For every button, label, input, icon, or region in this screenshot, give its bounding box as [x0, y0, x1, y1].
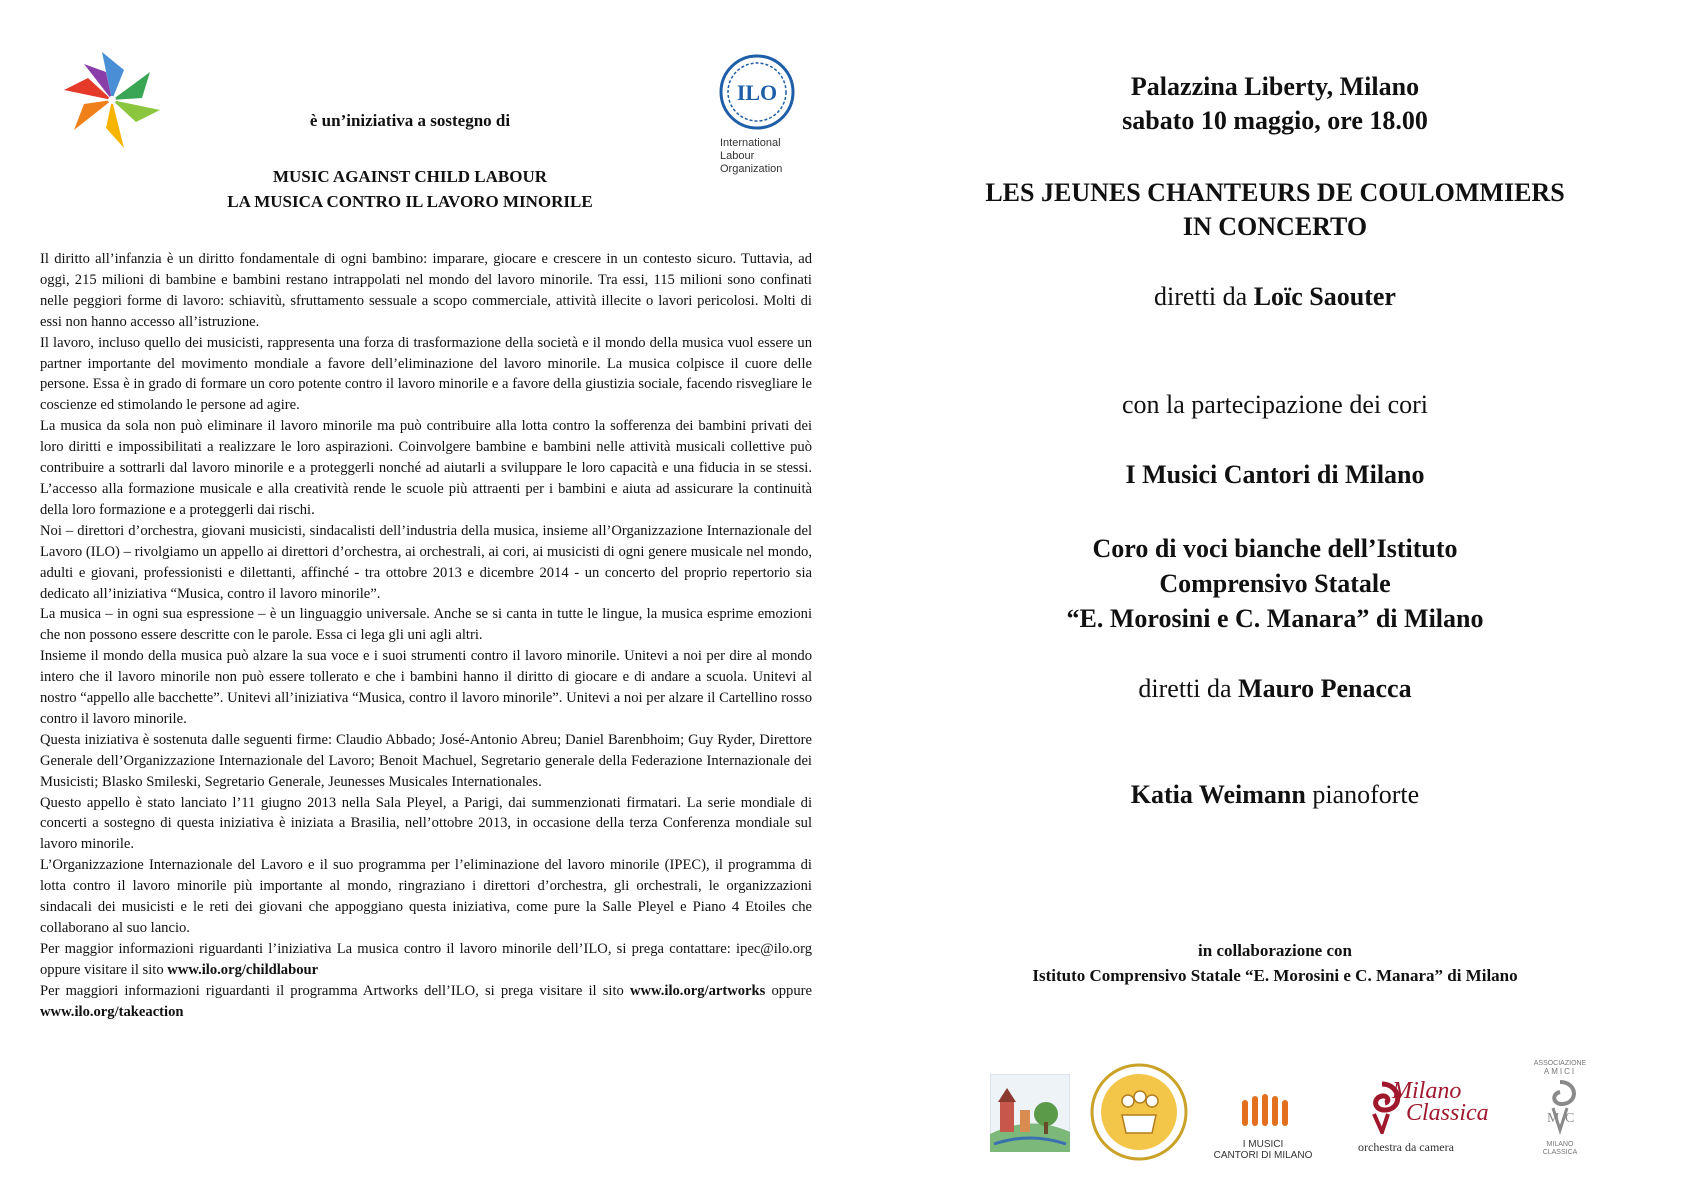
- body-paragraph-1: Il diritto all’infanzia è un diritto fondamentale di ogni bambino: imparare, giocare e crescere in un contesto sicuro. Tuttavia, ad oggi, 215 milioni di bambine e bambini restano intrappolati nel mondo del lavoro minorile. Tra essi, 115 milioni sono confinati nelle peggiori forme di lavoro: schiavitù, sfruttamento sessuale a scopo commerciale, attività illecite o lavori pericolosi. Molti di essi non hanno accesso all’istruzione.: [40, 251, 812, 330]
- musici-cantori-logo: [1208, 1094, 1318, 1161]
- artworks-link[interactable]: www.ilo.org/artworks: [629, 982, 766, 999]
- choir2-line1: Coro di voci bianche dell’Istituto: [1092, 534, 1458, 563]
- school-drawing-logo: [990, 1074, 1070, 1152]
- choir2-line2: Comprensivo Statale: [1159, 569, 1391, 598]
- amici-milano-classica-logo: [1532, 1060, 1588, 1160]
- info2-text: Per maggiori informazioni riguardanti il programma Artworks dell’ILO, si prega visitare il sito: [40, 982, 630, 999]
- info1-text: Per maggior informazioni riguardanti l’iniziativa La musica contro il lavoro minorile dell’ILO, si prega contattare: ipec@ilo.org oppure visitare il sito: [40, 940, 812, 978]
- amici-top-text: ASSOCIAZIONE: [1533, 1060, 1587, 1067]
- intro-line: è un’iniziativa a sostegno di: [309, 111, 511, 130]
- body-paragraph-2: Il lavoro, incluso quello dei musicisti, rappresenta una forza di trasformazione della società e il mondo della musica vuol essere un partner importante del movimento mondiale a favore dell’eliminazione del lavoro minorile. La musica colpisce il cuore delle persone. Essa è in grado di formare un coro potente contro il lavoro minorile e a favore della giustizia sociale, facendo risvegliare le coscienze ed stimolando le persone ad agire.: [40, 334, 812, 414]
- info-paragraph-1: [40, 939, 812, 981]
- choir1-name: I Musici Cantori di Milano: [1125, 460, 1425, 489]
- body-paragraph-4: Noi – direttori d’orchestra, giovani musicisti, sindacalisti dell’industria della musica, insieme all’Organizzazione Internazionale del Lavoro (ILO) – rivolgiamo un appello ai direttori d’orchestra, ai orchestrali, ai cori, ai musicisti di ogni genere musicale nel mondo, adulti e giovani, professionisti e dilettanti, affinché - tra ottobre 2013 e dicembre 2014 - un concerto del proprio repertorio sia dedicato all’iniziativa “Musica, contro il lavoro minorile”.: [40, 522, 812, 602]
- takeaction-link[interactable]: www.ilo.org/takeaction: [40, 1003, 184, 1020]
- milano-classica-subtitle: orchestra da camera: [1358, 1140, 1454, 1154]
- amici-bottom-text: MILANO CLASSICA: [1542, 1141, 1578, 1156]
- collab-line2: Istituto Comprensivo Statale “E. Morosini e C. Manara” di Milano: [1032, 966, 1518, 985]
- amici-mid-text: AMICI: [1543, 1067, 1577, 1076]
- body-paragraph-5: La musica – in ogni sua espressione – è un linguaggio universale. Anche se si canta in tutte le lingue, la musica esprime emozioni che non possono essere descritte con le parole. Essa ci lega gli uni agli altri.: [40, 606, 812, 644]
- director2-name: Mauro Penacca: [1238, 674, 1412, 703]
- amici-monogram-icon: [1535, 1076, 1585, 1136]
- ilo-text-line1: International: [720, 137, 781, 149]
- body-paragraph-8: Questo appello è stato lanciato l’11 giugno 2013 nella Sala Pleyel, a Parigi, dai summenzionati firmatari. La serie mondiale di concerti a sostegno di questa iniziativa è iniziata a Brasilia, nell’ottobre 2013, in occasione della terza Conferenza mondiale sul lavoro minorile.: [40, 794, 812, 853]
- venue: Palazzina Liberty, Milano: [1130, 72, 1420, 101]
- director1-line: [905, 282, 1645, 312]
- participation-line: con la partecipazione dei cori: [1121, 390, 1429, 419]
- collab-line1: in collaborazione con: [1198, 941, 1352, 960]
- directed-by-label-1: diretti da: [1154, 282, 1254, 311]
- event-date: sabato 10 maggio, ore 18.00: [1122, 106, 1428, 135]
- ilo-logo-text: [712, 137, 802, 176]
- body-paragraph-9: L’Organizzazione Internazionale del Lavoro e il suo programma per l’eliminazione del lavoro minorile (IPEC), il programma di lotta contro il lavoro minorile più importante al mondo, ringraziano i direttori d’orchestra, gli orchestrali, le organizzazioni sindacali dei musicisti e le reti dei giovani che appoggiano questa iniziativa, come pure la Salle Pleyel e Piano 4 Etoiles che collaborano al suo lancio.: [40, 857, 812, 936]
- campaign-title-line2: LA MUSICA CONTRO IL LAVORO MINORILE: [227, 192, 593, 211]
- musici-logo-line1: I MUSICI: [1242, 1139, 1284, 1150]
- body-text: [40, 249, 812, 1023]
- ilo-emblem-text: ILO: [736, 80, 778, 105]
- collaboration-block: [905, 938, 1645, 988]
- headline-line1: LES JEUNES CHANTEURS DE COULOMMIERS: [985, 178, 1565, 207]
- svg-text:C: C: [1565, 1111, 1575, 1126]
- headline: [905, 176, 1645, 244]
- campaign-title-line1: MUSIC AGAINST CHILD LABOUR: [272, 167, 548, 186]
- musici-logo-line2: CANTORI DI MILANO: [1213, 1150, 1313, 1161]
- pianist-line: [905, 780, 1645, 810]
- pianist-role: pianoforte: [1305, 780, 1420, 809]
- venue-block: [905, 70, 1645, 138]
- childlabour-link[interactable]: www.ilo.org/childlabour: [167, 961, 319, 978]
- ilo-logo: [712, 52, 802, 182]
- ilo-text-line3: Organization: [720, 163, 783, 175]
- campaign-title: [150, 164, 670, 214]
- directed-by-label-2: diretti da: [1138, 674, 1239, 703]
- ilo-text-line2: Labour: [720, 150, 755, 162]
- body-paragraph-3: La musica da sola non può eliminare il lavoro minorile ma può contribuire alla lotta contro la sofferenza dei bambini privati dei loro diritti e impossibilitati a realizzare le loro aspirazioni. Coinvolgere bambine e bambini nelle attività musicali collettive può contribuire a sottrarli dal lavoro minorile e a proteggerli nonché ad aiutarli a sviluppare le loro capacità e una fiducia in se stessi. L’accesso alla formazione musicale e alla creatività rende le scuole più attraenti per i bambini e aiuta ad assicurare la continuità della loro formazione e a proteggerli dai rischi.: [40, 418, 812, 518]
- milano-classica-logo: [1352, 1074, 1514, 1158]
- body-paragraph-7: Questa iniziativa è sostenuta dalle seguenti firme: Claudio Abbado; José-Antonio Abreu; Daniel Barenbhoim; Guy Ryder, Direttore Generale dell’Organizzazione Internazionale del Lavoro; Benoit Machuel, Segretario generale della Federazione Internazionale dei Musicisti; Blasko Smileski, Segretario Generale, Jeunesses Musicales Internationales.: [40, 731, 812, 790]
- info2-mid: oppure: [765, 982, 812, 999]
- body-paragraph-6: Insieme il mondo della musica può alzare la sua voce e i suoi strumenti contro il lavoro minorile. Unitevi a noi per dire al mondo intero che il lavoro minorile non può essere tollerato e che i bambini hanno il diritto di giocare e di andare a scuola. Unitevi al nostro “appello alle bacchette”. Unitevi all’iniziativa “Musica, contro il lavoro minorile”. Unitevi a noi per alzare il Cartellino rosso contro il lavoro minorile.: [40, 648, 812, 727]
- choir2-block: [905, 531, 1645, 636]
- director2-line: [905, 674, 1645, 704]
- milano-classica-text2: Classica: [1406, 1100, 1489, 1126]
- coulommiers-logo: [1090, 1063, 1188, 1161]
- choir2-line3: “E. Morosini e C. Manara” di Milano: [1066, 604, 1484, 633]
- milano-classica-text1: Milano: [1392, 1078, 1462, 1104]
- svg-text:M: M: [1547, 1111, 1560, 1126]
- pinwheel-logo: [62, 50, 162, 150]
- info-paragraph-2: [40, 981, 812, 1023]
- director1-name: Loïc Saouter: [1253, 282, 1396, 311]
- ilo-emblem-icon: [712, 52, 802, 132]
- headline-line2: IN CONCERTO: [1182, 212, 1368, 241]
- pianist-name: Katia Weimann: [1130, 780, 1306, 809]
